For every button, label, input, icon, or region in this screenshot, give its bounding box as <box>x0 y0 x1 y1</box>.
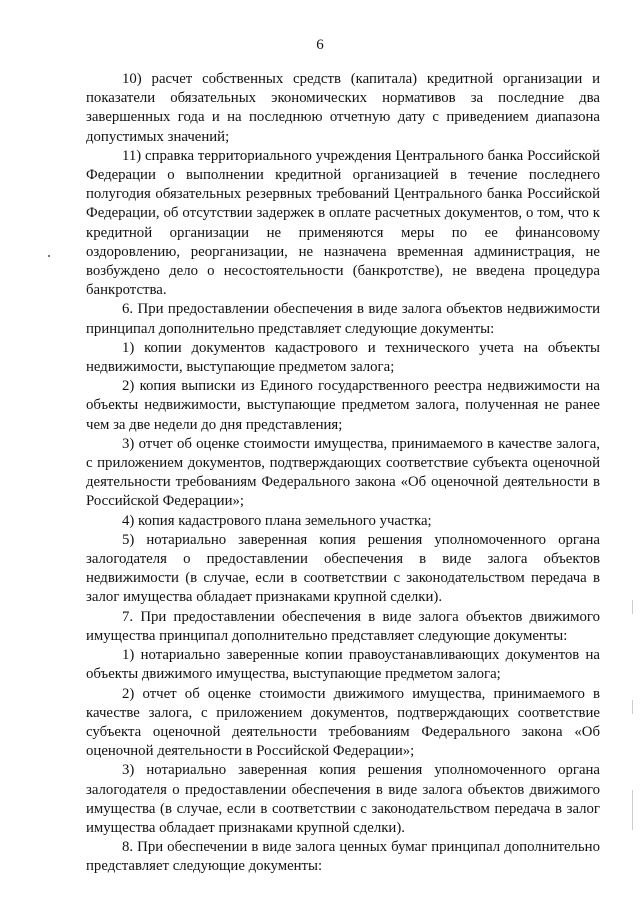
document-body <box>86 70 600 877</box>
paragraph-section-8: 8. При обеспечении в виде залога ценных бумаг принципал дополнительно представляет следующие документы: <box>86 839 600 875</box>
scan-edge-mark <box>632 600 633 614</box>
paragraph-6-item-4: 4) копия кадастрового плана земельного участка; <box>122 512 432 529</box>
paragraph-section-7: 7. При предоставлении обеспечения в виде залога объектов движимого имущества принципал дополнительно представляет следующие документы: <box>86 608 600 644</box>
paragraph-section-6: 6. При предоставлении обеспечения в виде залога объектов недвижимости принципал дополнительно представляет следующие документы: <box>86 301 600 337</box>
paragraph-6-item-5: 5) нотариально заверенная копия решения уполномоченного органа залогодателя о предоставлении обеспечения в виде залога объектов недвижимости (в случае, если в соответствии с законодательством передача в залог имущества обладает признаками крупной сделки). <box>86 531 600 606</box>
paragraph-item-10: 10) расчет собственных средств (капитала) кредитной организации и показатели обязательных экономических нормативов за последние два завершенных года и на последнюю отчетную дату с приведением диапазона допустимых значений; <box>86 71 600 145</box>
scan-edge-mark <box>632 700 633 714</box>
paragraph-7-item-2: 2) отчет об оценке стоимости движимого имущества, принимаемого в качестве залога, с приложением документов, подтверждающих соответствие субъекта оценочной деятельности требованиям Федерального закона «Об оценочной деятельности в Российской Федерации»; <box>86 685 600 760</box>
paragraph-6-item-1: 1) копии документов кадастрового и технического учета на объекты недвижимости, выступающие предметом залога; <box>86 339 600 376</box>
paragraph-7-item-3: 3) нотариально заверенная копия решения уполномоченного органа залогодателя о предоставлении обеспечения в виде залога объектов движимого имущества (в случае, если в соответствии с законодательством передача в залог имущества обладает признаками крупной сделки). <box>86 762 600 836</box>
paragraph-6-item-2: 2) копия выписки из Единого государственного реестра недвижимости на объекты недвижимости, выступающие предметом залога, полученная не ранее чем за две недели до дня представления; <box>86 378 600 433</box>
paragraph-7-item-1: 1) нотариально заверенные копии правоустанавливающих документов на объекты движимого имущества, выступающие предметом залога; <box>86 647 600 683</box>
paragraph-item-11: 11) справка территориального учреждения Центрального банка Российской Федерации о выполнении кредитной организацией в течение последнего полугодия обязательных резервных требований Центрального банка Российской Федерации, об отсутствии задержек в оплате расчетных документов, о том, что к кредитной организации не применяются меры по ее финансовому оздоровлению, реорганизации, не назначена временная администрация, не возбуждено дело о несостоятельности (банкротстве), не введена процедура банкротства. <box>86 147 600 299</box>
paragraph-6-item-3: 3) отчет об оценке стоимости имущества, принимаемого в качестве залога, с приложением документов, подтверждающих соответствие субъекта оценочной деятельности требованиям Федерального закона «Об оценочной деятельности в Российской Федерации»; <box>86 435 600 510</box>
scan-mark <box>48 255 50 257</box>
page-number: 6 <box>316 37 324 53</box>
scan-edge-mark <box>632 790 633 830</box>
